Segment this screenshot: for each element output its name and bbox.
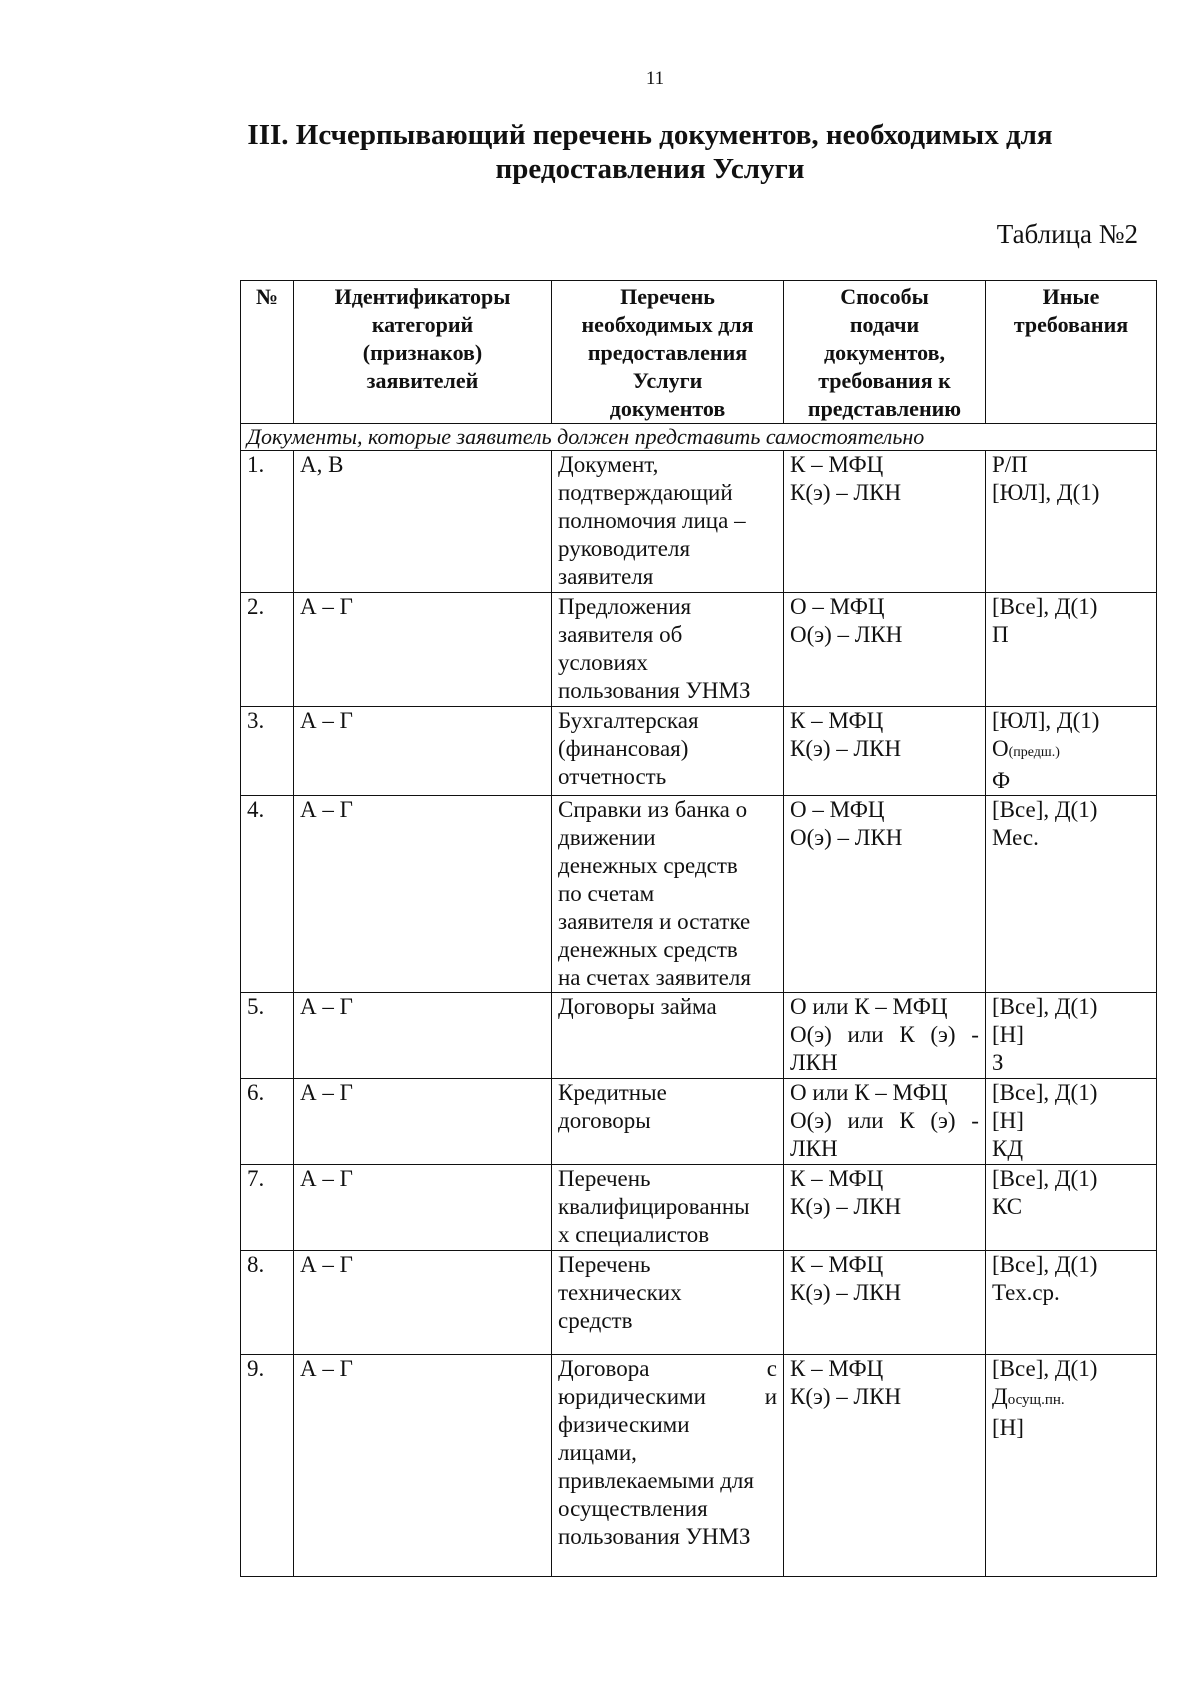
cell-line: условиях <box>558 650 648 675</box>
row-num: 5. <box>241 993 294 1079</box>
cell-line: заявителя <box>558 564 654 589</box>
header-line: представлению <box>807 396 962 421</box>
header-line: Иные <box>1042 284 1100 309</box>
section-title: Документы, которые заявитель должен представить самостоятельно <box>241 424 1157 451</box>
header-other <box>986 281 1157 424</box>
header-line: подачи <box>849 312 920 337</box>
header-num: № <box>241 281 294 424</box>
row-methods <box>784 451 986 593</box>
cell-line <box>558 1355 777 1383</box>
cell-line: [Н] <box>992 1415 1024 1440</box>
word: (э) <box>930 1108 956 1133</box>
cell-line: физическими <box>558 1412 690 1437</box>
requirement-subscript: (предш.) <box>1008 745 1060 760</box>
cell-line: К(э) – ЛКН <box>790 480 902 505</box>
cell-line <box>992 1383 1150 1414</box>
row-methods <box>784 707 986 796</box>
table-row <box>241 1079 1157 1165</box>
row-other <box>986 796 1157 993</box>
row-identifiers: А – Г <box>294 796 552 993</box>
row-other <box>986 1079 1157 1165</box>
header-line: (признаков) <box>362 340 483 365</box>
row-methods <box>784 593 986 707</box>
header-identifiers <box>294 281 552 424</box>
table-row <box>241 1165 1157 1251</box>
cell-line: [Все], Д(1) <box>992 1166 1098 1191</box>
cell-line: О – МФЦ <box>790 797 885 822</box>
row-other <box>986 593 1157 707</box>
table-number: Таблица №2 <box>996 219 1138 249</box>
cell-line: [Все], Д(1) <box>992 1356 1098 1381</box>
row-num: 3. <box>241 707 294 796</box>
cell-line: средств <box>558 1308 633 1333</box>
cell-line: по счетам <box>558 881 655 906</box>
row-identifiers: А – Г <box>294 707 552 796</box>
cell-line <box>992 735 1150 767</box>
documents-table <box>240 280 1157 1577</box>
header-line: Перечень <box>620 284 715 309</box>
word: К <box>899 1108 915 1133</box>
cell-line: привлекаемыми для <box>558 1468 754 1493</box>
cell-line: денежных средств <box>558 853 738 878</box>
requirement-subscript: осущ.пн. <box>1007 1392 1065 1408</box>
row-document <box>552 796 784 993</box>
page-number: 11 <box>645 68 665 89</box>
cell-line: КС <box>992 1194 1023 1219</box>
word: с <box>766 1356 777 1381</box>
cell-line: КД <box>992 1136 1024 1161</box>
heading-line-1: III. Исчерпывающий перечень документов, необходимых для <box>247 119 1053 151</box>
row-identifiers: А – Г <box>294 593 552 707</box>
table-row <box>241 451 1157 593</box>
cell-line: [Все], Д(1) <box>992 1252 1098 1277</box>
cell-line: Бухгалтерская <box>558 708 699 733</box>
cell-line: пользования УНМЗ <box>558 678 751 703</box>
word: Договора <box>558 1356 650 1381</box>
word: - <box>971 1022 979 1047</box>
row-document <box>552 993 784 1079</box>
requirement-code: Д <box>992 1384 1008 1409</box>
table-header-row <box>241 281 1157 424</box>
word: и <box>764 1384 777 1409</box>
cell-line: движении <box>558 825 656 850</box>
cell-line: К(э) – ЛКН <box>790 1384 902 1409</box>
row-num: 9. <box>241 1355 294 1577</box>
cell-line: отчетность <box>558 764 667 789</box>
header-line: Идентификаторы <box>334 284 511 309</box>
word: (э) <box>930 1022 956 1047</box>
row-identifiers: А – Г <box>294 1079 552 1165</box>
row-num: 2. <box>241 593 294 707</box>
cell-line: [Н] <box>992 1108 1024 1133</box>
row-num: 7. <box>241 1165 294 1251</box>
cell-line: К(э) – ЛКН <box>790 1194 902 1219</box>
cell-line: лицами, <box>558 1440 637 1465</box>
header-methods <box>784 281 986 424</box>
cell-line: руководителя <box>558 536 691 561</box>
cell-line: О(э) – ЛКН <box>790 622 903 647</box>
cell-line: полномочия лица – <box>558 508 746 533</box>
row-identifiers: А – Г <box>294 1251 552 1355</box>
row-num: 1. <box>241 451 294 593</box>
header-line: документов <box>609 396 726 421</box>
header-line: Способы <box>840 284 929 309</box>
row-other <box>986 1165 1157 1251</box>
row-document <box>552 451 784 593</box>
row-num: 8. <box>241 1251 294 1355</box>
cell-line: договоры <box>558 1108 651 1133</box>
header-line: предоставления <box>587 340 748 365</box>
row-methods <box>784 1251 986 1355</box>
cell-line: х специалистов <box>558 1222 710 1247</box>
table-row <box>241 993 1157 1079</box>
word: О(э) <box>790 1108 832 1133</box>
header-line: требования <box>1013 312 1129 337</box>
cell-line: Кредитные <box>558 1080 667 1105</box>
header-documents <box>552 281 784 424</box>
requirement-code: О <box>992 736 1009 761</box>
cell-line: подтверждающий <box>558 480 733 505</box>
word: - <box>971 1108 979 1133</box>
table-row <box>241 707 1157 796</box>
cell-line: Справки из банка о <box>558 797 748 822</box>
row-document <box>552 1251 784 1355</box>
cell-line: К – МФЦ <box>790 708 884 733</box>
cell-line: [ЮЛ], Д(1) <box>992 708 1100 733</box>
row-identifiers: А – Г <box>294 993 552 1079</box>
row-other <box>986 1251 1157 1355</box>
cell-line: заявителя и остатке <box>558 909 751 934</box>
cell-line: К – МФЦ <box>790 452 884 477</box>
cell-line: технических <box>558 1280 682 1305</box>
cell-line: К – МФЦ <box>790 1166 884 1191</box>
cell-line: (финансовая) <box>558 736 689 761</box>
word: юридическими <box>558 1384 706 1409</box>
header-line: Услуги <box>632 368 703 393</box>
row-methods <box>784 1165 986 1251</box>
section-row <box>241 424 1157 451</box>
cell-line: Ф <box>992 768 1011 793</box>
cell-line: [Все], Д(1) <box>992 994 1098 1019</box>
table-row <box>241 796 1157 993</box>
row-document <box>552 707 784 796</box>
word: или <box>847 1108 884 1133</box>
row-methods <box>784 796 986 993</box>
header-line: заявителей <box>366 368 479 393</box>
row-identifiers: А – Г <box>294 1165 552 1251</box>
cell-line: Предложения <box>558 594 692 619</box>
cell-line: З <box>992 1050 1004 1075</box>
row-document <box>552 1355 784 1577</box>
row-other <box>986 451 1157 593</box>
table-row <box>241 1355 1157 1577</box>
row-methods <box>784 993 986 1079</box>
row-num: 6. <box>241 1079 294 1165</box>
row-document <box>552 593 784 707</box>
row-other <box>986 1355 1157 1577</box>
row-num: 4. <box>241 796 294 993</box>
row-methods <box>784 1355 986 1577</box>
cell-line: О или К – МФЦ <box>790 1080 948 1105</box>
word: или <box>847 1022 884 1047</box>
cell-line: К(э) – ЛКН <box>790 736 902 761</box>
cell-line: П <box>992 622 1009 647</box>
cell-line <box>790 1107 979 1135</box>
cell-line: ЛКН <box>790 1136 838 1161</box>
cell-line: Документ, <box>558 452 659 477</box>
header-line: документов, <box>824 340 945 365</box>
cell-line: Тех.ср. <box>992 1280 1060 1305</box>
word: К <box>899 1022 915 1047</box>
cell-line: [Все], Д(1) <box>992 1080 1098 1105</box>
cell-line: ЛКН <box>790 1050 838 1075</box>
cell-line: денежных средств <box>558 937 738 962</box>
cell-line: К – МФЦ <box>790 1356 884 1381</box>
cell-line <box>790 1021 979 1049</box>
cell-line: [Все], Д(1) <box>992 594 1098 619</box>
cell-line: [Н] <box>992 1022 1024 1047</box>
cell-line: К – МФЦ <box>790 1252 884 1277</box>
cell-line: К(э) – ЛКН <box>790 1280 902 1305</box>
cell-line: О или К – МФЦ <box>790 994 948 1019</box>
cell-line: Мес. <box>992 825 1039 850</box>
cell-line: Р/П <box>992 452 1028 477</box>
cell-line: Перечень <box>558 1252 651 1277</box>
row-other <box>986 993 1157 1079</box>
word: О(э) <box>790 1022 832 1047</box>
cell-line: [ЮЛ], Д(1) <box>992 480 1100 505</box>
cell-line: квалифицированны <box>558 1194 750 1219</box>
row-document <box>552 1079 784 1165</box>
heading-line-2: предоставления Услуги <box>495 153 805 185</box>
row-other <box>986 707 1157 796</box>
header-line: необходимых для <box>581 312 754 337</box>
cell-line <box>558 1383 777 1411</box>
header-line: требования к <box>818 368 951 393</box>
cell-line: пользования УНМЗ <box>558 1524 751 1549</box>
row-identifiers: А, В <box>294 451 552 593</box>
section-heading <box>200 118 1100 186</box>
cell-line: [Все], Д(1) <box>992 797 1098 822</box>
table-row <box>241 1251 1157 1355</box>
table-row <box>241 593 1157 707</box>
row-methods <box>784 1079 986 1165</box>
row-document <box>552 1165 784 1251</box>
row-identifiers: А – Г <box>294 1355 552 1577</box>
header-line: категорий <box>371 312 474 337</box>
cell-line: заявителя об <box>558 622 683 647</box>
cell-line: на счетах заявителя <box>558 965 751 990</box>
cell-line: Перечень <box>558 1166 651 1191</box>
cell-line: О – МФЦ <box>790 594 885 619</box>
cell-line: О(э) – ЛКН <box>790 825 903 850</box>
cell-line: Договоры займа <box>558 994 717 1019</box>
cell-line: осуществления <box>558 1496 708 1521</box>
